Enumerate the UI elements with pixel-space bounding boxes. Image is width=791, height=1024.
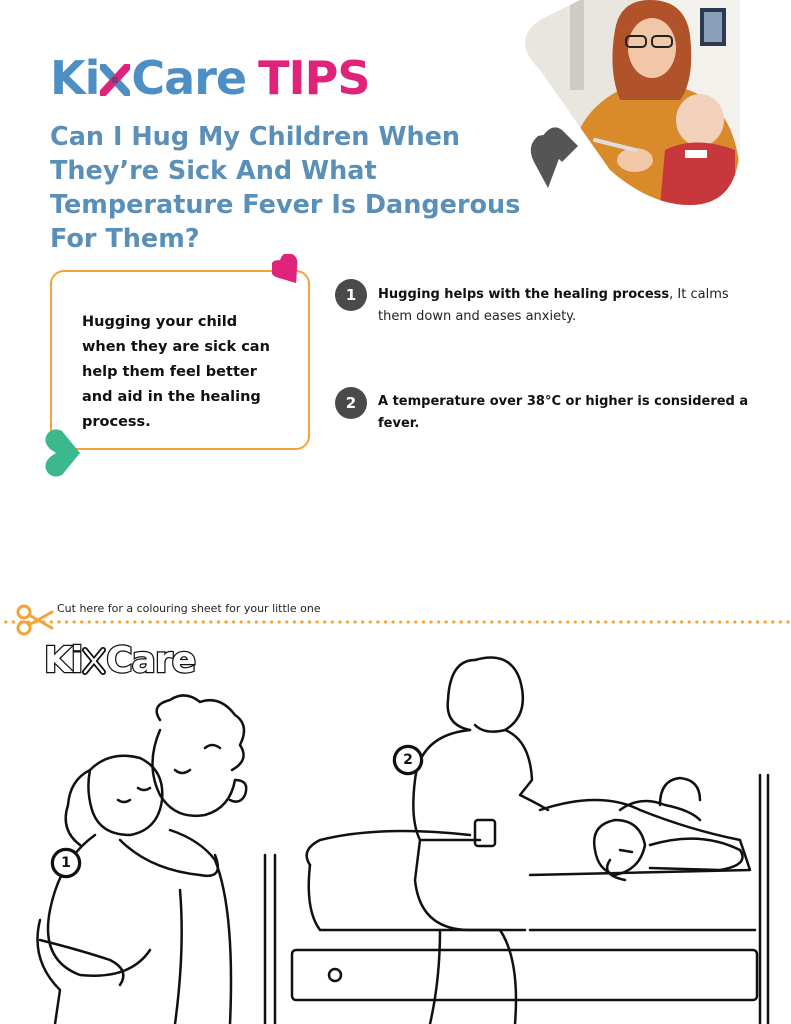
brand-logo	[50, 52, 369, 104]
step-1-rest: , It calms them down and eases anxiety.	[378, 287, 729, 324]
colouring-brand-x-icon	[82, 640, 106, 681]
colouring-marker-2: 2	[394, 746, 422, 774]
colouring-marker-1: 1	[52, 849, 80, 877]
cut-line	[2, 620, 791, 624]
mother-child-photo	[500, 0, 750, 205]
step-number-1: 1	[335, 279, 367, 311]
brand-x-mark-icon	[100, 60, 130, 96]
colouring-brand-logo	[44, 640, 195, 681]
step-2-bold: A temperature over 38°C or higher is considered a fever.	[378, 394, 749, 431]
brand-name-part1: Ki	[50, 51, 100, 105]
callout-text: Hugging your child when they are sick can help them feel better and aid in the healing process.	[82, 314, 270, 430]
colouring-brand-part2: Care	[106, 640, 196, 681]
step-2-text	[378, 391, 778, 435]
step-number-2: 2	[335, 387, 367, 419]
brand-tips: TIPS	[258, 51, 370, 105]
heart-icon	[272, 254, 302, 290]
cut-label: Cut here for a colouring sheet for your little one	[57, 602, 321, 615]
step-1-text	[378, 284, 758, 328]
brand-name-part2: Care	[131, 51, 247, 105]
heart-icon	[44, 427, 84, 479]
colouring-brand-part1: Ki	[44, 640, 83, 681]
callout-box	[50, 270, 310, 450]
step-1-bold: Hugging helps with the healing process	[378, 287, 670, 302]
page-title: Can I Hug My Children When They’re Sick And What Temperature Fever Is Dangerous For Them?	[50, 122, 521, 254]
colouring-illustration	[0, 630, 791, 1024]
